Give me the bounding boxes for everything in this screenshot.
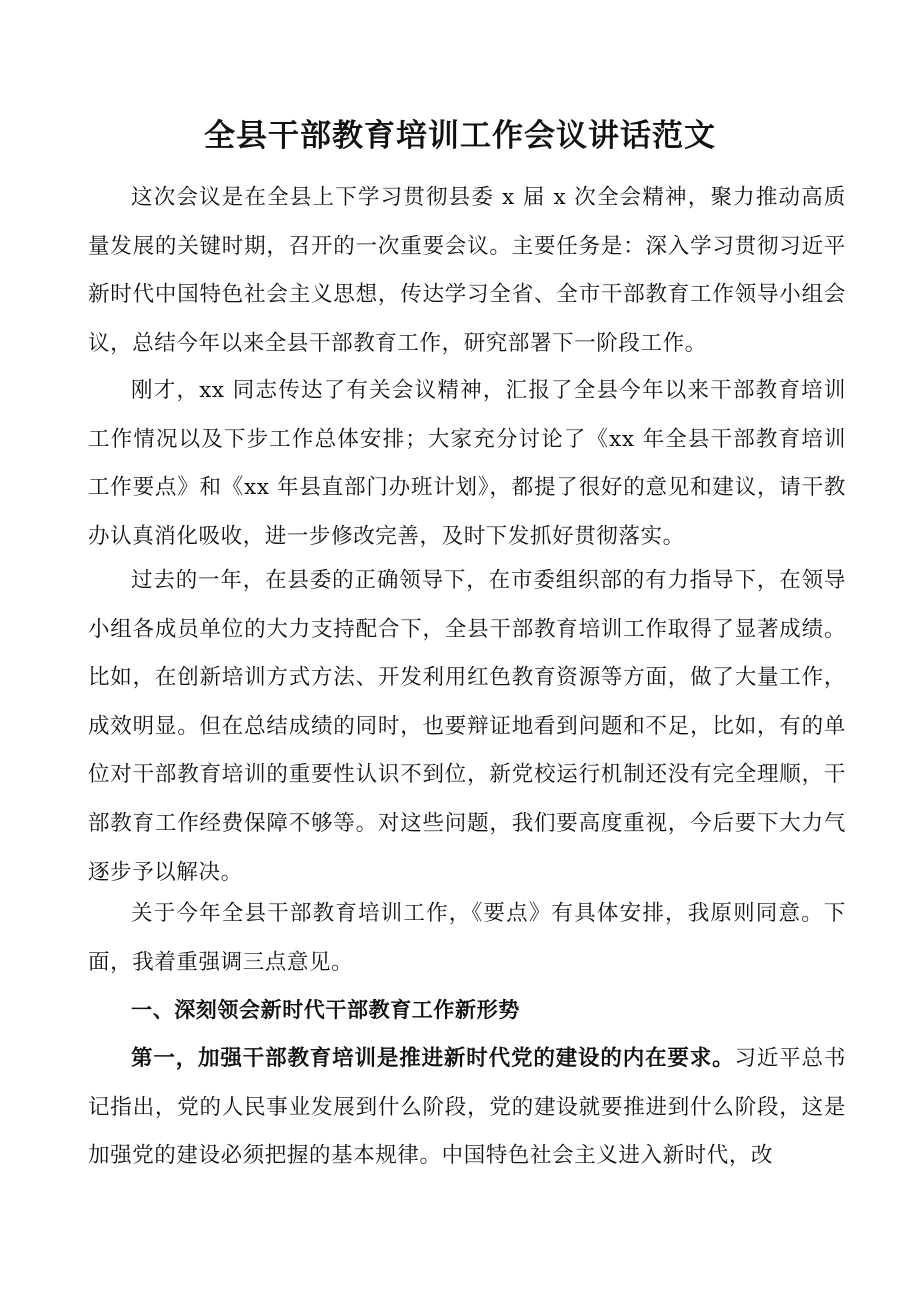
paragraph-meeting-context: 这次会议是在全县上下学习贯彻县委 x 届 x 次全会精神，聚力推动高质量发展的关键时期，召开的一次重要会议。主要任务是：深入学习贯彻习近平新时代中国特色社会主义思想，传达学习全省、全市干部教育工作领导小组会议，总结今年以来全县干部教育工作，研究部署下一阶段工作。	[88, 185, 846, 356]
section-heading-1: 一、深刻领会新时代干部教育工作新形势	[131, 998, 520, 1022]
point-one-lead: 第一，加强干部教育培训是推进新时代党的建设的内在要求。	[131, 1046, 735, 1071]
document-title: 全县干部教育培训工作会议讲话范文	[204, 118, 716, 154]
paragraph-point-one	[88, 1035, 846, 1181]
paragraph-past-year: 过去的一年，在县委的正确领导下，在市委组织部的有力指导下，在领导小组各成员单位的大力支持配合下，全县干部教育培训工作取得了显著成绩。比如，在创新培训方式方法、开发利用红色教育资源等方面，做了大量工作，成效明显。但在总结成绩的同时，也要辩证地看到问题和不足，比如，有的单位对干部教育培训的重要性认识不到位，新党校运行机制还没有完全理顺，干部教育工作经费保障不够等。对这些问题，我们要高度重视，今后要下大力气逐步予以解决。	[88, 568, 846, 885]
paragraph-meeting-review: 刚才，xx 同志传达了有关会议精神，汇报了全县今年以来干部教育培训工作情况以及下步工作总体安排；大家充分讨论了《xx 年全县干部教育培训工作要点》和《xx 年县直部门办班计划》，都提了很好的意见和建议，请干教办认真消化吸收，进一步修改完善，及时下发抓好贯彻落实。	[88, 378, 846, 549]
point-one-body: 习近平总书记指出，党的人民事业发展到什么阶段，党的建设就要推进到什么阶段，这是加强党的建设必须把握的基本规律。中国特色社会主义进入新时代，改	[88, 1046, 846, 1169]
paragraph-key-points: 关于今年全县干部教育培训工作，《要点》有具体安排，我原则同意。下面，我着重强调三点意见。	[88, 901, 846, 975]
